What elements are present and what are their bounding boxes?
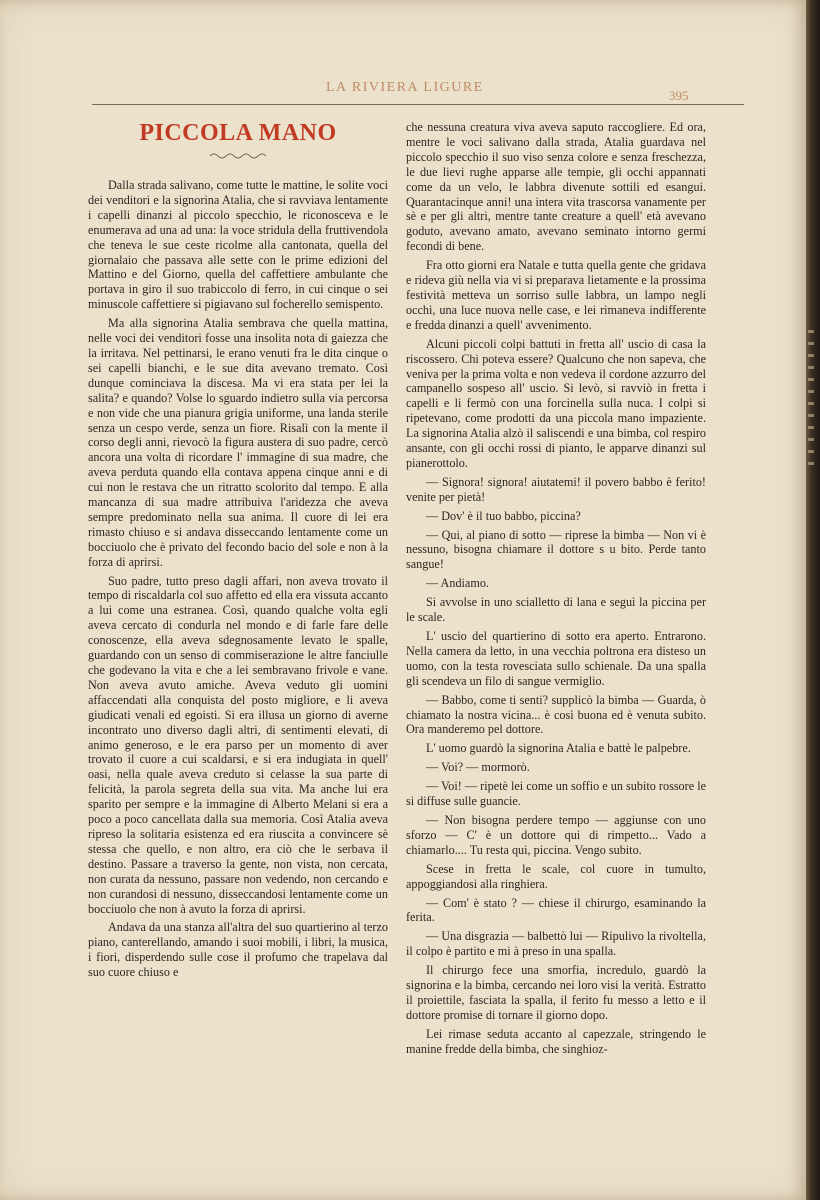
- dialogue-line: — Qui, al piano di sotto — riprese la bimba — Non vi è nessuno, bisogna chiamare il dottore s u bito. Perde tanto sangue!: [406, 527, 706, 572]
- right-column: [406, 120, 706, 1061]
- paragraph: Scese in fretta le scale, col cuore in tumulto, appoggiandosi alla ringhiera.: [406, 861, 706, 891]
- title-ornament-icon: [208, 151, 268, 161]
- paragraph: L' uomo guardò la signorina Atalia e battè le palpebre.: [426, 741, 691, 756]
- dialogue-line: — Una disgrazia — balbettò lui — Ripulivo la rivoltella, il colpo è partito e mi à preso in una spalla.: [406, 929, 706, 959]
- paragraph: Alcuni piccoli colpi battuti in fretta all' uscio di casa la riscossero. Chi poteva essere? Qualcuno che non sapeva, che veniva per la prima volta e non vedeva il cordone azzurro del campanello sospeso all' uscio. Si levò, si ravviò in fretta i capelli e li fermò con una forcinella sulla nuca. I colpi si ripetevano, come prodotti da una piccola mano impaziente. La signorina Atalia alzò il saliscendi e una bimba, col respiro ansante, con gli occhi rossi di pianto, le apparve dinanzi sul pianerottolo.: [406, 336, 706, 470]
- paragraph: Suo padre, tutto preso dagli affari, non aveva trovato il tempo di riscaldarla col suo affetto ed ella era vissuta accanto a lui come una estranea. Così, quando qualche volta egli aveva cercato di condurla nel mondo e di farle fare delle conoscenze, ella aveva sdegnosamente levato le spalle, guardando con un senso di commiserazione le altre fanciulle che godevano la vita e che a lei sembravano frivole e vane. Non aveva avuto amiche. Aveva veduto gli uomini affaccendati alla conquista del posto migliore, e li aveva giudicati venali ed egoisti. Si era illusa un giorno di averne incontrato uno diverso dagli altri, di sentimenti elevati, di animo generoso, e le era parso per un momento di aver trovato il cuore a cui scaldarsi, e si era indugiata in quell' oasi, nella quale aveva creduto si celasse la sua parte di felicità, la parola segreta della sua vita. Ma anche lui era sparito per sempre e la immagine di Alberto Melani si era a poco a poco cancellata dalla sua memoria. Così Atalia aveva ripreso la solitaria esistenza ed era riuscita a convincere sè stessa che quello, e non altro, era ciò che le serbava il destino. Passare a traverso la gente, non vista, non cercata, non curata da nessuno, passare non vedendo, non cercando e non curandosi di nessuno, disseccandosi lentamente come un bocciuolo che non à avuto la forza di aprirsi.: [88, 573, 388, 916]
- dialogue-line: — Non bisogna perdere tempo — aggiunse con uno sforzo — C' è un dottore qui di rimpetto... Vado a chiamarlo.... Tu resta qui, piccina. Vengo subito.: [406, 812, 706, 857]
- dialogue-line: — Babbo, come ti senti? supplicò la bimba — Guarda, ò chiamato la nostra vicina... è così buona ed è venuta subito. Ora manderemo pel dottore.: [406, 692, 706, 737]
- paragraph: Fra otto giorni era Natale e tutta quella gente che gridava e rideva giù nella via vi si preparava lietamente e la prossima festività metteva un sorriso sulle labbra, un lampo negli occhi, una luce nuova nelle case, e lei rimaneva indifferente e fredda dinanzi a quell' avvenimento.: [406, 258, 706, 332]
- paragraph: che nessuna creatura viva aveva saputo raccogliere. Ed ora, mentre le voci salivano dalla strada, Atalia guardava nel piccolo specchio il suo viso senza colore e senza freschezza, le due lievi rughe apparse alle tempie, gli occhi appannati come da un velo, le labbra divenute sottili ed esangui. Quarantacinque anni! una intera vita trascorsa vanamente per sè e per gli altri, mentre tante creature a quell' età avevano goduto, avevano amato, avevano seminato intorno germi fecondi di bene.: [406, 120, 706, 254]
- spine-decoration: [808, 330, 814, 470]
- paragraph: Si avvolse in uno scialletto di lana e seguì la piccina per le scale.: [406, 595, 706, 625]
- dialogue-line: — Voi? — mormorò.: [426, 760, 530, 775]
- dialogue-line: — Com' è stato ? — chiese il chirurgo, esaminando la ferita.: [406, 895, 706, 925]
- header-rule: [92, 104, 744, 105]
- dialogue-line: — Voi! — ripetè lei come un soffio e un subito rossore le si diffuse sulle guancie.: [406, 779, 706, 809]
- paragraph: Il chirurgo fece una smorfia, incredulo, guardò la signorina e la bimba, cercando nei loro visi la verità. Estratto il proiettile, fasciata la spalla, il ferito fu messo a letto e il dottore promise di tornare il giorno dopo.: [406, 963, 706, 1022]
- paragraph: Andava da una stanza all'altra del suo quartierino al terzo piano, canterellando, amando i suoi mobili, i libri, la musica, i fiori, disperdendo sulle cose il profumo che trapelava dal suo cuore chiuso e: [88, 920, 388, 980]
- dialogue-line: — Signora! signora! aiutatemi! il povero babbo è ferito! venite per pietà!: [406, 474, 706, 504]
- book-spine: [806, 0, 820, 1200]
- paragraph: L' uscio del quartierino di sotto era aperto. Entrarono. Nella camera da letto, in una vecchia poltrona era disteso un uomo, con la testa rovesciata sullo schienale. Da una spalla gli scendeva un filo di sangue vermiglio.: [406, 629, 706, 688]
- running-title: LA RIVIERA LIGURE: [326, 80, 484, 95]
- page-number: 395: [669, 88, 689, 103]
- left-column: [88, 118, 388, 984]
- dialogue-line: — Dov' è il tuo babbo, piccina?: [426, 508, 581, 523]
- paragraph: Ma alla signorina Atalia sembrava che quella mattina, nelle voci dei venditori fosse una insolita nota di gaiezza che la irritava. Nel pettinarsi, le erano venuti fra le dita cinque o sei capelli bianchi, e le sue dita avevano tremato. Così dunque cominciava la discesa. Ma vi era stata per lei la salita? e quando? Volse lo sguardo indietro sulla via percorsa e non vide che una pianura grigia uniforme, una landa sterile senza un cespo verde, senza un fiore. Risalì con la mente il corso degli anni, rievocò la figura austera di suo padre, cercò ancora una volta di ricordare l' immagine di sua madre, che aveva perduta quando ella contava appena cinque anni e di cui non le restava che un ritratto scolorito dal tempo. E alla mancanza di sua madre attribuiva l'aridezza che aveva sempre predominato nella sua anima. Il cuore di lei era rimasto chiuso e si andava disseccando lentamente come un bocciuolo che è privato del fecondo bacio del sole e non à la forza di aprirsi.: [88, 316, 388, 569]
- dialogue-line: — Andiamo.: [426, 576, 489, 591]
- paragraph: Lei rimase seduta accanto al capezzale, stringendo le manine fredde della bimba, che singhioz-: [406, 1026, 706, 1056]
- paragraph: Dalla strada salivano, come tutte le mattine, le solite voci dei venditori e la signorina Atalia, che si ravviava lentamente i capelli dinanzi al piccolo specchio, le riconosceva e le enumerava ad una ad una: la voce stridula della fruttivendola che teneva le sue ceste ricolme alla cantonata, quella del giornalaio che passava alle sette con le prime edizioni del Mattino e del Giorno, quella del caffettiere ambulante che portava in giro il suo trabiccolo di ferro, in cui cinque o sei minuscole caffettiere si pigiavano sul focherello semispento.: [88, 178, 388, 312]
- article-title: PICCOLA MANO: [139, 120, 337, 146]
